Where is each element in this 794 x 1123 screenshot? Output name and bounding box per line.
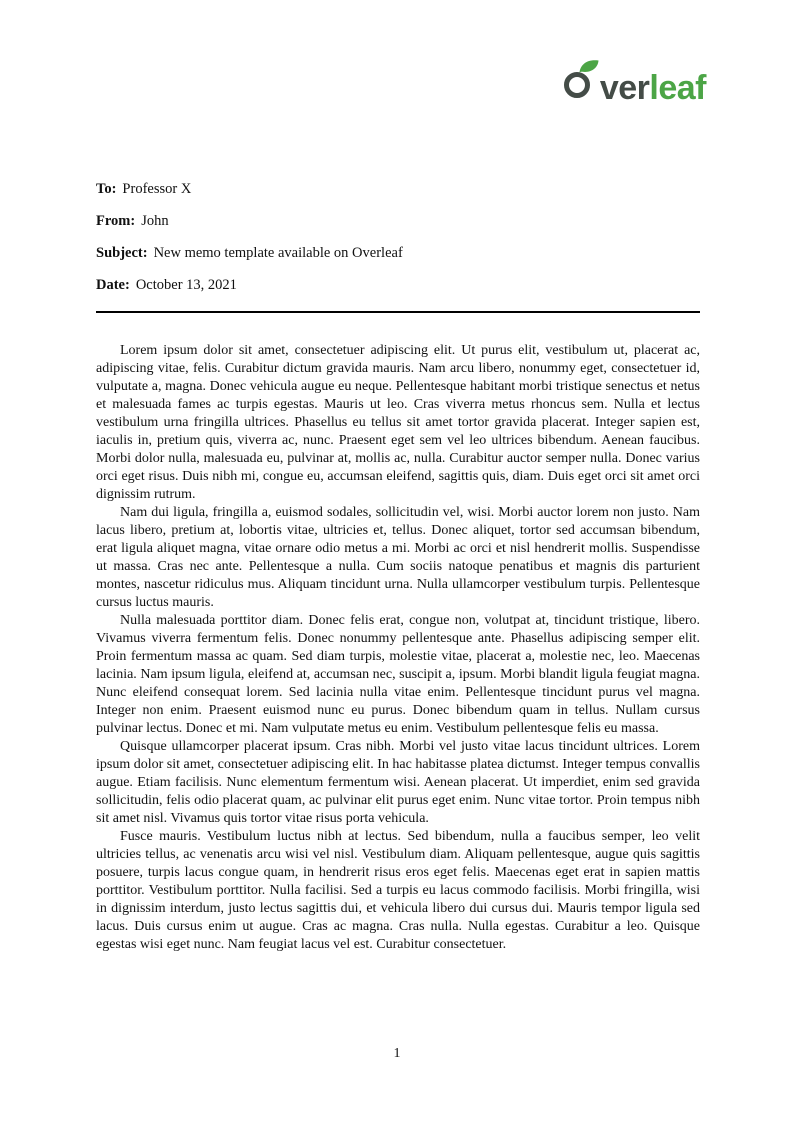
body-paragraph-1: Lorem ipsum dolor sit amet, consectetuer adipiscing elit. Ut purus elit, vestibulum ut, placerat ac, adipiscing vitae, felis. Curabitur dictum gravida mauris. Nam arcu libero, nonummy eget, consectetuer id, vulputate a, magna. Donec vehicula augue eu neque. Pellentesque habitant morbi tristique senectus et netus et malesuada fames ac turpis egestas. Mauris ut leo. Cras viverra metus rhoncus sem. Nulla et lectus vestibulum urna fringilla ultrices. Phasellus eu tellus sit amet tortor gravida placerat. Integer sapien est, iaculis in, pretium quis, viverra ac, nunc. Praesent eget sem vel leo ultrices bibendum. Aenean faucibus. Morbi dolor nulla, malesuada eu, pulvinar at, mollis ac, nulla. Curabitur auctor semper nulla. Donec varius orci eget risus. Duis nibh mi, congue eu, accumsan eleifend, sagittis quis, diam. Duis eget orci sit amet orci dignissim rutrum. (96, 343, 700, 502)
field-label-subject: Subject: (96, 245, 148, 261)
memo-body (96, 342, 700, 954)
memo-field-from (96, 212, 700, 231)
field-label-to: To: (96, 181, 117, 197)
memo-header (96, 180, 700, 308)
overleaf-o-leaf-icon (563, 58, 599, 105)
logo-text-green: leaf (649, 69, 706, 107)
field-value-subject: New memo template available on Overleaf (153, 245, 403, 261)
body-paragraph-3: Nulla malesuada porttitor diam. Donec felis erat, congue non, volutpat at, tincidunt tristique, libero. Vivamus viverra fermentum felis. Donec nonummy pellentesque ante. Phasellus adipiscing semper elit. Proin fermentum massa ac quam. Sed diam turpis, molestie vitae, placerat a, molestie nec, leo. Maecenas lacinia. Nam ipsum ligula, eleifend at, accumsan nec, suscipit a, ipsum. Morbi blandit ligula feugiat magna. Nunc eleifend consequat lorem. Sed lacinia nulla vitae enim. Pellentesque tincidunt purus vel magna. Integer non enim. Praesent euismod nunc eu purus. Donec bibendum quam in tellus. Nullam cursus pulvinar lectus. Donec et mi. Nam vulputate metus eu enim. Vestibulum pellentesque felis eu massa. (96, 613, 700, 736)
field-value-date: October 13, 2021 (135, 277, 237, 293)
logo-text-dark: ver (599, 69, 650, 107)
field-label-from: From: (96, 213, 136, 229)
header-divider (96, 311, 700, 313)
body-paragraph-4: Quisque ullamcorper placerat ipsum. Cras nibh. Morbi vel justo vitae lacus tincidunt ultrices. Lorem ipsum dolor sit amet, consectetuer adipiscing elit. In hac habitasse platea dictumst. Integer tempus convallis augue. Etiam facilisis. Nunc elementum fermentum wisi. Aenean placerat. Ut imperdiet, enim sed gravida sollicitudin, felis odio placerat quam, ac pulvinar elit purus eget enim. Nunc vitae tortor. Proin tempus nibh sit amet nisl. Vivamus quis tortor vitae risus porta vehicula. (96, 739, 700, 826)
overleaf-logo (563, 58, 706, 105)
body-paragraph-2: Nam dui ligula, fringilla a, euismod sodales, sollicitudin vel, wisi. Morbi auctor lorem non justo. Nam lacus libero, pretium at, lobortis vitae, ultricies et, tellus. Donec aliquet, tortor sed accumsan bibendum, erat ligula aliquet magna, vitae ornare odio metus a mi. Morbi ac orci et nisl hendrerit mollis. Suspendisse ut massa. Cras nec ante. Pellentesque a nulla. Cum sociis natoque penatibus et magnis dis parturient montes, nascetur ridiculus mus. Aliquam tincidunt urna. Nulla ullamcorper vestibulum turpis. Pellentesque cursus luctus mauris. (96, 505, 700, 610)
page-number: 1 (393, 1046, 401, 1061)
memo-field-date (96, 276, 700, 295)
field-label-date: Date: (96, 277, 130, 293)
memo-field-to (96, 180, 700, 199)
body-paragraph-5: Fusce mauris. Vestibulum luctus nibh at lectus. Sed bibendum, nulla a faucibus semper, leo velit ultricies tellus, ac venenatis arcu wisi vel nisl. Vestibulum diam. Aliquam pellentesque, augue quis sagittis posuere, turpis lacus congue quam, in hendrerit risus eros eget felis. Maecenas eget erat in sapien mattis porttitor. Vestibulum porttitor. Nulla facilisi. Sed a turpis eu lacus commodo facilisis. Morbi fringilla, wisi in dignissim interdum, justo lectus sagittis dui, et vehicula libero dui cursus dui. Mauris tempor ligula sed lacus. Duis cursus enim ut augue. Cras ac magna. Cras nulla. Nulla egestas. Curabitur a leo. Quisque egestas wisi eget nunc. Nam feugiat lacus vel est. Curabitur consectetuer. (96, 829, 700, 952)
field-value-to: Professor X (122, 181, 192, 197)
field-value-from: John (141, 213, 169, 229)
memo-field-subject (96, 244, 700, 263)
